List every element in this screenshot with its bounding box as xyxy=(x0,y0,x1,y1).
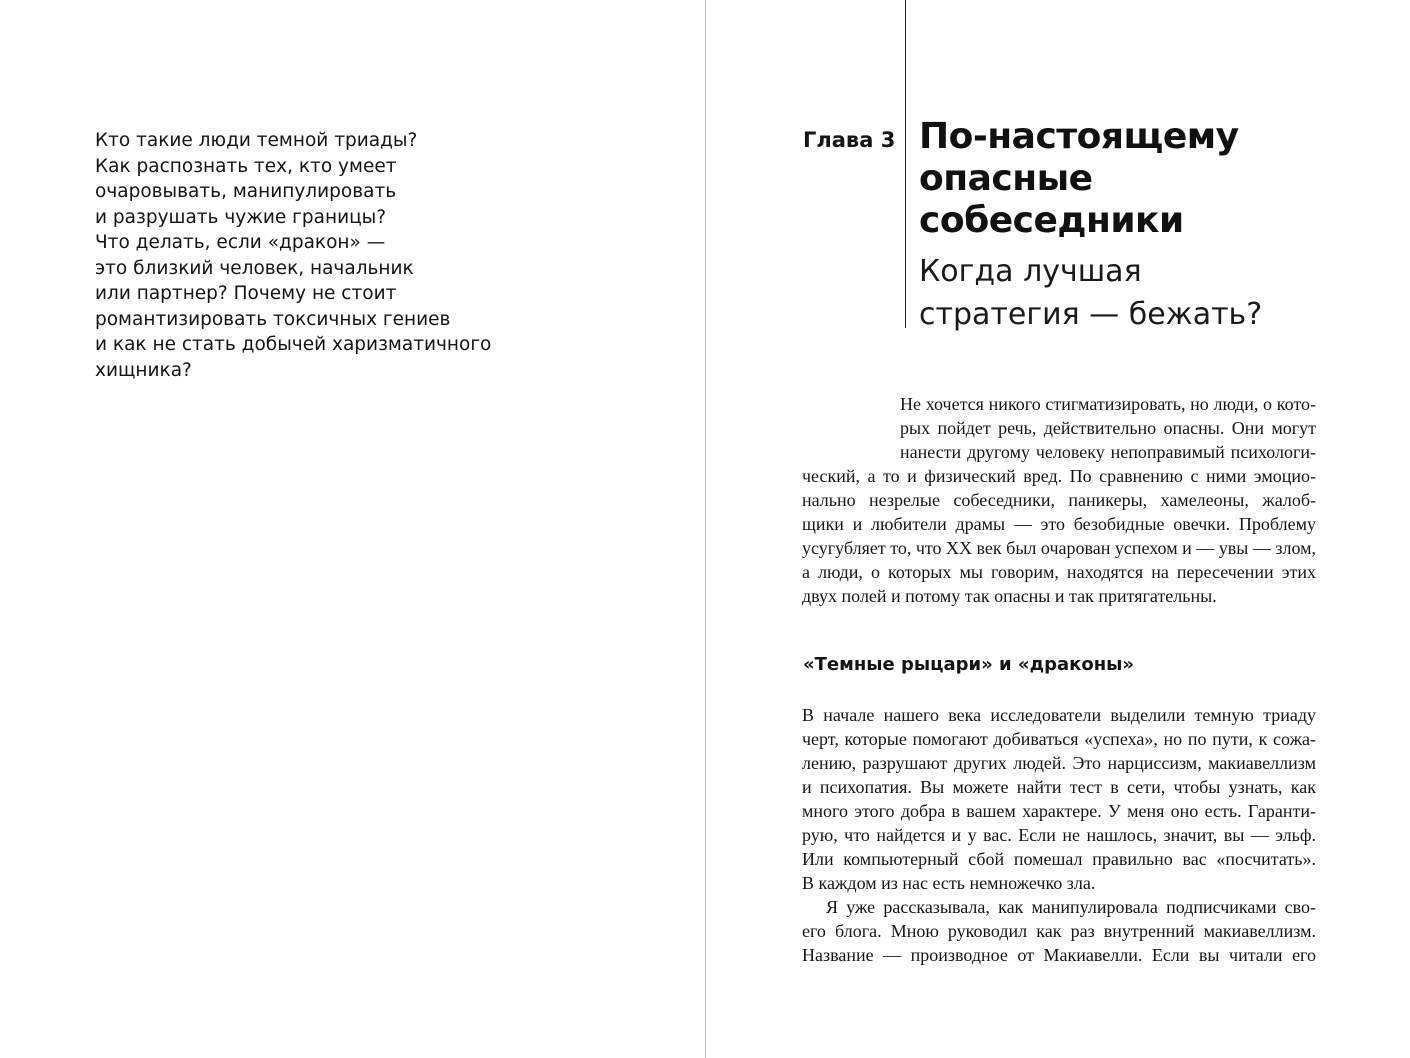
chapter-title-line: По-настоящему xyxy=(919,116,1239,157)
chapter-title-line: собеседники xyxy=(919,200,1184,241)
text-line: В каждом из нас есть немножечко зла. xyxy=(802,873,1096,893)
chapter-epigraph xyxy=(95,128,515,383)
chapter-divider-rule xyxy=(905,0,906,328)
text-line: и психопатия. Вы можете найти тест в сети, чтобы узнать, как xyxy=(802,777,1316,797)
text-line: черт, которые помогают добиваться «успеха», но по пути, к сожа- xyxy=(802,729,1316,749)
text-line: много этого добра в вашем характере. У меня оно есть. Гаранти- xyxy=(802,801,1316,821)
text-line: Я уже рассказывала, как манипулировала подписчиками сво- xyxy=(826,897,1316,917)
text-line: рых пойдет речь, действительно опасны. Они могут xyxy=(900,418,1316,438)
epigraph-line: и как не стать добычей харизматичного xyxy=(95,334,492,355)
text-line: а люди, о которых мы говорим, находятся на пересечении этих xyxy=(802,562,1316,582)
text-line: В начале нашего века исследователи выделили темную триаду xyxy=(802,705,1316,725)
chapter-subtitle-line: стратегия — бежать? xyxy=(919,297,1263,332)
chapter-subtitle xyxy=(919,250,1399,336)
epigraph-line: и разрушать чужие границы? xyxy=(95,206,387,228)
text-line: его блога. Мною руководил как раз внутренний макиавеллизм. xyxy=(802,921,1316,941)
text-line: ческий, а то и физический вред. По сравнению с ними эмоцио- xyxy=(802,466,1316,486)
epigraph-line: Кто такие люди темной триады? xyxy=(95,130,418,151)
epigraph-line: очаровывать, манипулировать xyxy=(95,181,397,202)
chapter-title-line: опасные xyxy=(919,158,1093,199)
body-paragraph xyxy=(802,703,1316,895)
epigraph-line: хищника? xyxy=(95,359,192,381)
text-line: Не хочется никого стигматизировать, но люди, о кото- xyxy=(900,394,1316,414)
text-line: Или компьютерный сбой помешал правильно вас «посчитать». xyxy=(802,849,1316,869)
chapter-number: Глава 3 xyxy=(803,128,896,152)
epigraph-line: Что делать, если «дракон» — xyxy=(95,232,386,253)
intro-paragraph xyxy=(802,392,1316,608)
body-paragraph xyxy=(802,895,1316,967)
epigraph-line: или партнер? Почему не стоит xyxy=(95,283,397,304)
text-line: щики и любители драмы — это безобидные овечки. Проблему xyxy=(802,514,1316,534)
text-line: лению, разрушают других людей. Это нарциссизм, макиавеллизм xyxy=(802,753,1316,773)
text-line: нально незрелые собеседники, паникеры, хамелеоны, жалоб- xyxy=(802,490,1316,510)
epigraph-line: романтизировать токсичных гениев xyxy=(95,308,451,330)
text-line: двух полей и потому так опасны и так притягательны. xyxy=(802,586,1217,606)
text-line: нанести другому человеку непоправимый психологи- xyxy=(900,442,1316,462)
right-page xyxy=(706,0,1410,1058)
epigraph-line: это близкий человек, начальник xyxy=(95,257,414,279)
text-line: рую, что найдется и у вас. Если не нашлось, значит, вы — эльф. xyxy=(802,825,1316,845)
text-line: Название — производное от Макиавелли. Если вы читали его xyxy=(802,945,1316,965)
section-heading: «Темные рыцари» и «драконы» xyxy=(803,654,1135,675)
chapter-subtitle-line: Когда лучшая xyxy=(919,254,1142,289)
chapter-title xyxy=(919,116,1399,242)
epigraph-line: Как распознать тех, кто умеет xyxy=(95,155,397,177)
text-line: усугубляет то, что XX век был очарован успехом и — увы — злом, xyxy=(802,538,1316,558)
